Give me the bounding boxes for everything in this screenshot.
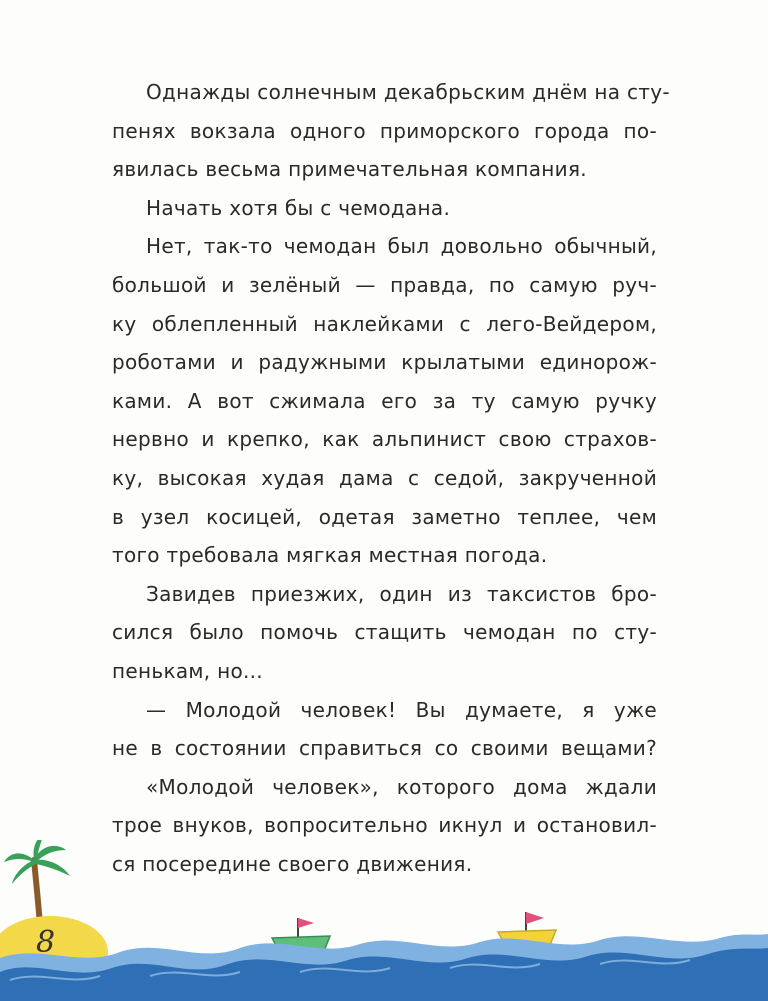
text-line: Начать хотя бы с чемодана. xyxy=(146,195,451,220)
text-line: пенях вокзала одного приморского города по- xyxy=(112,118,657,143)
text-line: пенькам, но... xyxy=(112,658,263,683)
story-text xyxy=(112,73,670,883)
text-line: того требовала мягкая местная погода. xyxy=(112,543,548,568)
text-line: ками. А вот сжимала его за ту самую ручку xyxy=(112,388,657,413)
text-line: нервно и крепко, как альпинист свою страхов- xyxy=(112,427,657,452)
text-line: Однажды солнечным декабрьским днём на сту- xyxy=(146,80,670,104)
text-line: «Молодой человек», которого дома ждали xyxy=(146,774,657,799)
text-line: трое внуков, вопросительно икнул и остановил- xyxy=(112,813,657,838)
text-line: в узел косицей, одетая заметно теплее, чем xyxy=(112,504,657,529)
palm-tree-icon xyxy=(4,840,70,925)
sea-illustration xyxy=(0,840,768,1001)
page-number: 8 xyxy=(36,925,56,960)
text-line: большой и зелёный — правда, по самую руч- xyxy=(112,272,657,297)
text-line: ку облепленный наклейками с лего-Вейдером, xyxy=(112,311,657,336)
text-line: не в состоянии справиться со своими вещами? xyxy=(112,736,657,761)
text-line: роботами и радужными крылатыми единорож- xyxy=(112,350,657,375)
text-line: Нет, так-то чемодан был довольно обычный, xyxy=(146,234,657,259)
text-line: Завидев приезжих, один из таксистов бро- xyxy=(146,581,657,606)
text-line: сился было помочь стащить чемодан по сту- xyxy=(112,620,657,645)
text-line: явилась весьма примечательная компания. xyxy=(112,157,587,182)
text-line: — Молодой человек! Вы думаете, я уже xyxy=(146,697,657,722)
text-line: ку, высокая худая дама с седой, закрученной xyxy=(112,465,657,490)
text-line: ся посередине своего движения. xyxy=(112,851,473,876)
